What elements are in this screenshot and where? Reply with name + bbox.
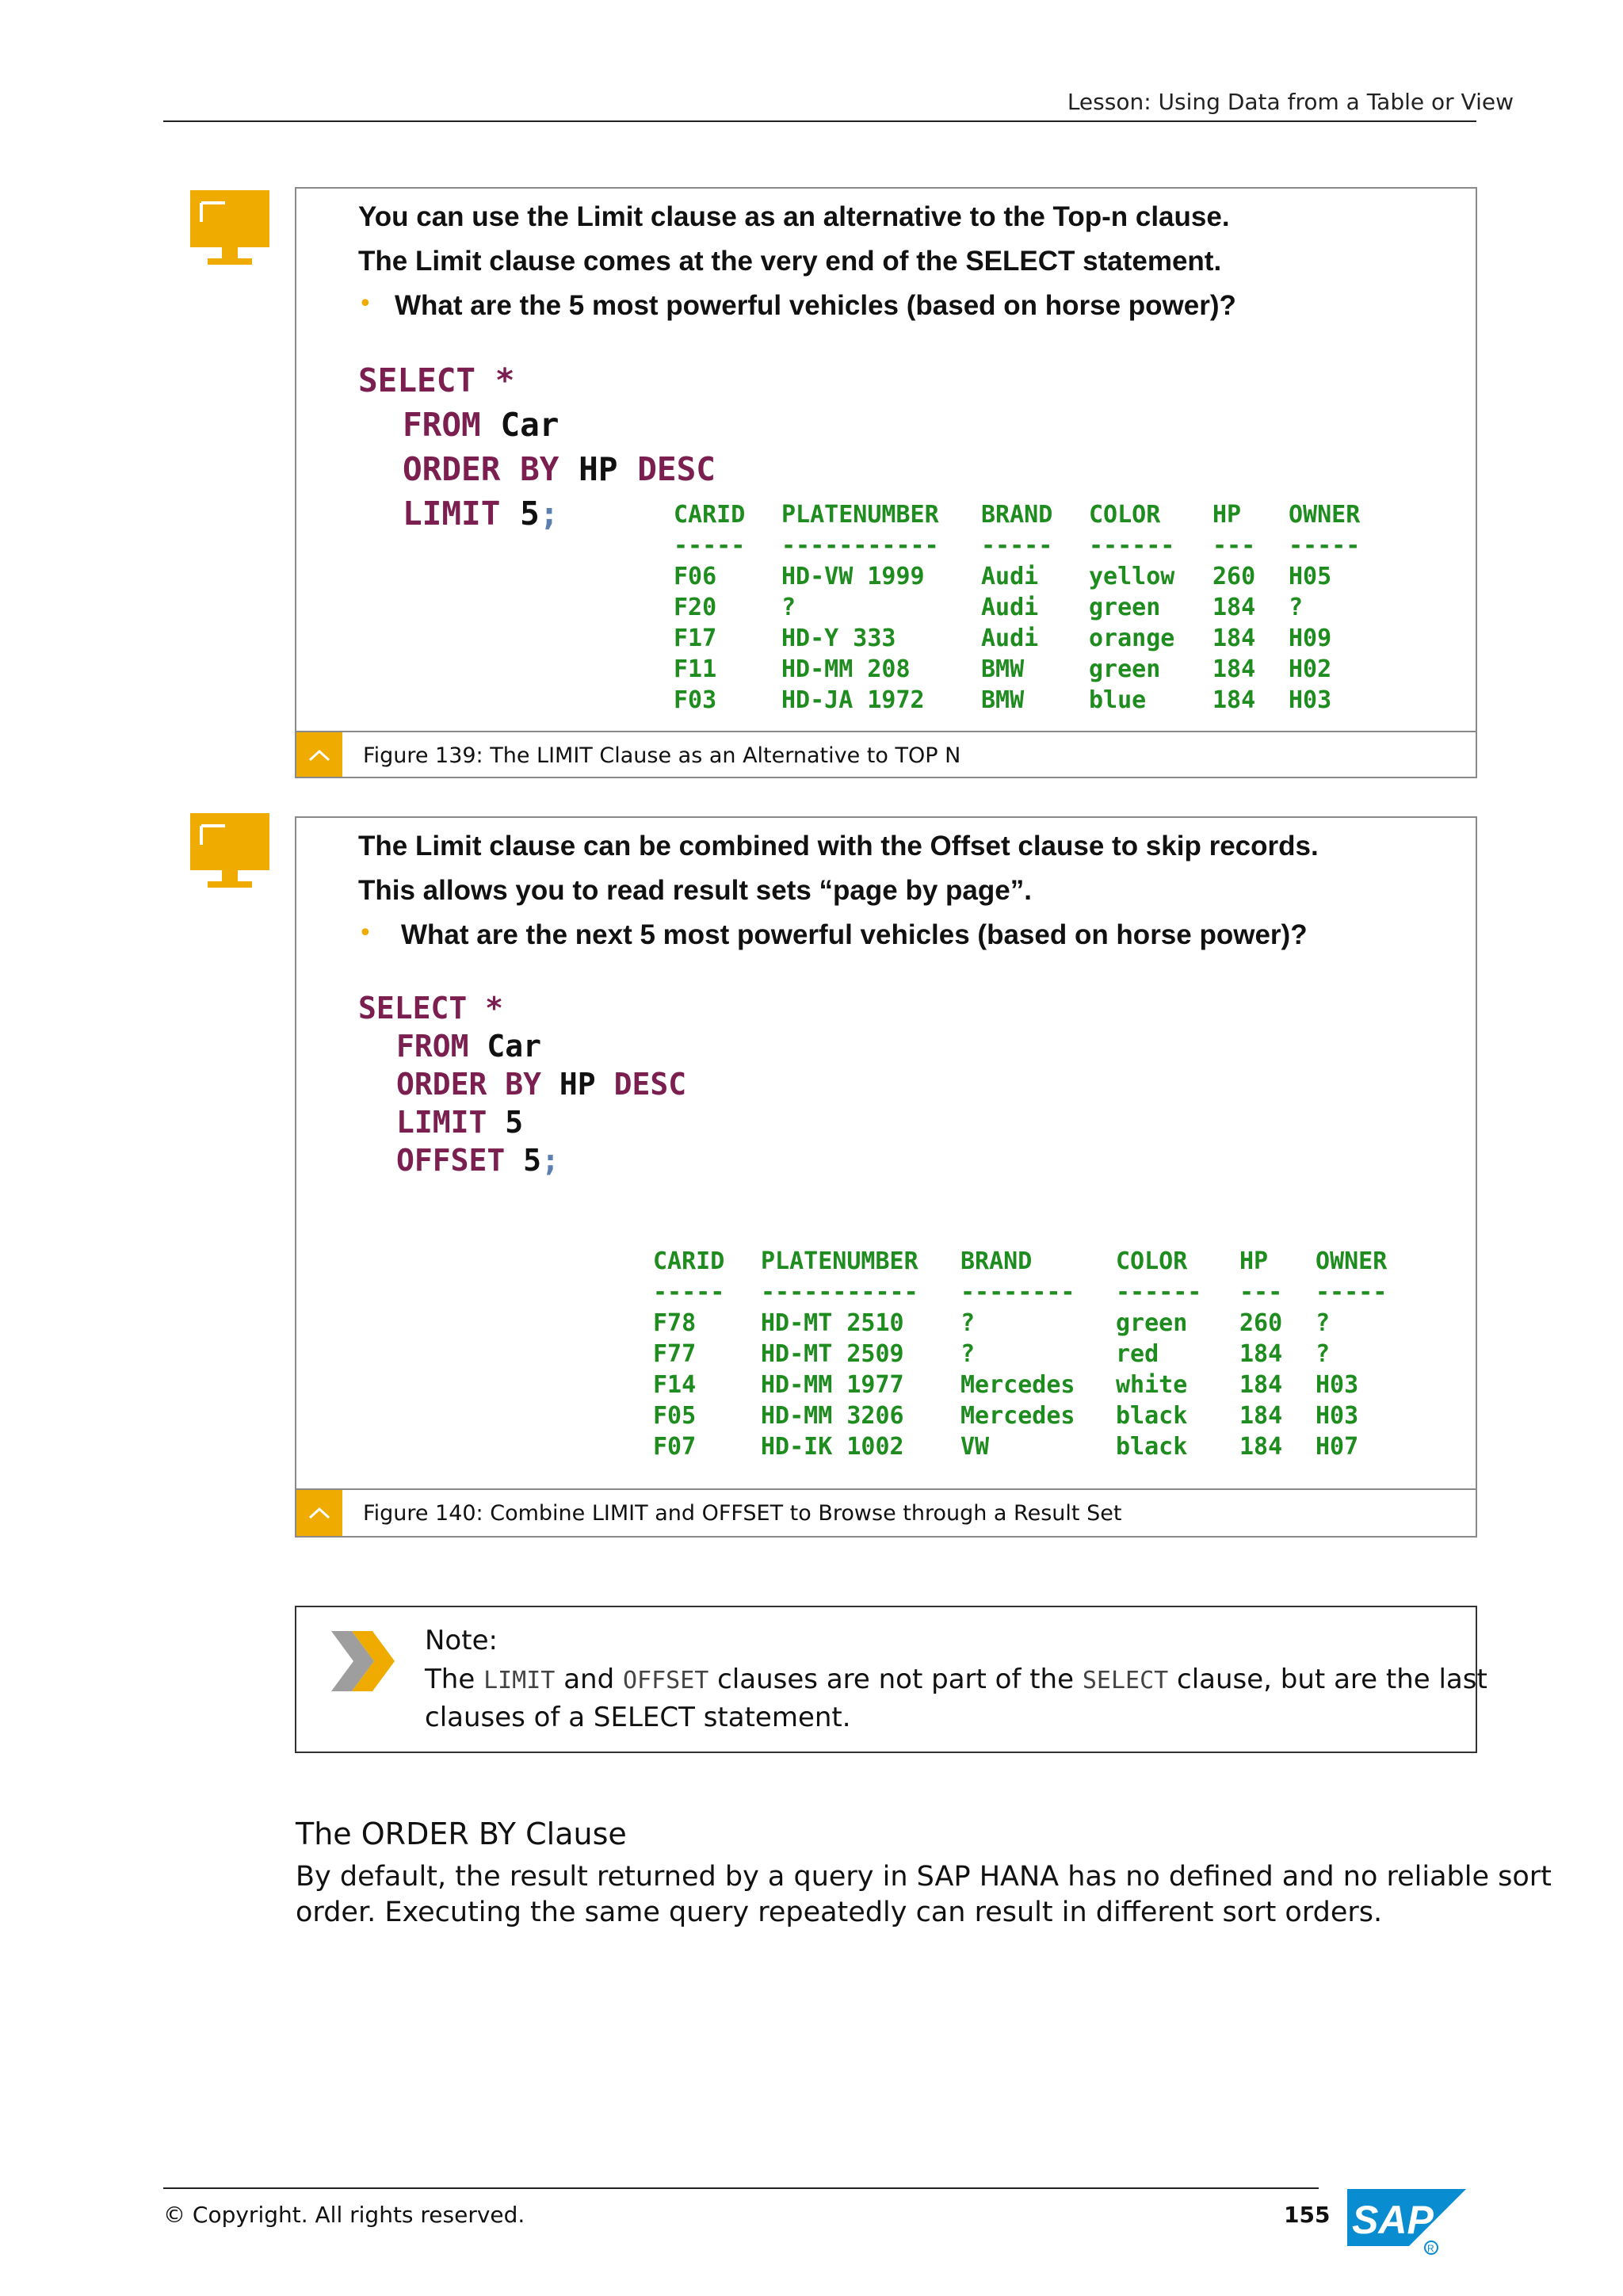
sql-star: * bbox=[495, 361, 515, 399]
note-title: Note: bbox=[425, 1625, 498, 1656]
table-cell: ? bbox=[1316, 1309, 1331, 1337]
table-cell: F03 bbox=[674, 686, 717, 714]
figure-140 bbox=[295, 816, 1477, 1538]
table-cell: 184 bbox=[1212, 594, 1256, 621]
table-cell: 184 bbox=[1212, 655, 1256, 683]
slide-intro-line-1: The Limit clause can be combined with the Offset clause to skip records. bbox=[358, 831, 1319, 861]
slide-intro-line-1: You can use the Limit clause as an alternative to the Top-n clause. bbox=[358, 201, 1230, 232]
collapse-caret-button[interactable] bbox=[296, 1490, 342, 1536]
table-cell: HD-JA 1972 bbox=[781, 686, 925, 714]
table-cell: 184 bbox=[1239, 1402, 1283, 1430]
caret-up-icon bbox=[307, 1504, 331, 1522]
table-cell: F78 bbox=[653, 1309, 697, 1337]
page-number: 155 bbox=[1284, 2202, 1331, 2228]
note-text: clause, but are the last bbox=[1177, 1664, 1487, 1695]
sql-column: HP bbox=[579, 450, 618, 488]
sql-line-select bbox=[358, 361, 514, 399]
table-cell: H03 bbox=[1316, 1371, 1359, 1399]
column-separator: ----------- bbox=[761, 1278, 918, 1306]
column-header: HP bbox=[1212, 501, 1242, 529]
slide-intro-line-2: The Limit clause comes at the very end of the SELECT statement. bbox=[358, 246, 1222, 277]
slide-question: What are the 5 most powerful vehicles (based on horse power)? bbox=[395, 290, 1236, 321]
column-header: PLATENUMBER bbox=[781, 501, 939, 529]
table-cell: F05 bbox=[653, 1402, 697, 1430]
copyright-text: © Copyright. All rights reserved. bbox=[163, 2202, 525, 2228]
bullet-icon: • bbox=[358, 290, 372, 318]
table-cell: 184 bbox=[1212, 625, 1256, 652]
table-cell: F77 bbox=[653, 1340, 697, 1368]
sql-keyword: DESC bbox=[613, 1067, 687, 1102]
table-cell: orange bbox=[1089, 625, 1175, 652]
table-cell: Audi bbox=[981, 563, 1039, 590]
table-cell: black bbox=[1116, 1402, 1188, 1430]
sql-keyword: DESC bbox=[637, 450, 716, 488]
code-select: SELECT bbox=[1082, 1667, 1169, 1694]
table-cell: blue bbox=[1089, 686, 1147, 714]
note-text: The bbox=[425, 1664, 475, 1695]
table-cell: ? bbox=[1316, 1340, 1331, 1368]
result-table bbox=[653, 1247, 1461, 1463]
sql-keyword: OFFSET bbox=[396, 1143, 506, 1178]
lesson-header: Lesson: Using Data from a Table or View bbox=[1067, 89, 1514, 115]
table-cell: HD-MM 208 bbox=[781, 655, 911, 683]
section-paragraph bbox=[296, 1859, 1595, 1931]
note-line-2: clauses of a SELECT statement. bbox=[425, 1702, 851, 1733]
table-cell: H03 bbox=[1316, 1402, 1359, 1430]
table-cell: ? bbox=[960, 1340, 976, 1368]
table-cell: ? bbox=[1289, 594, 1304, 621]
sql-keyword: LIMIT bbox=[403, 495, 501, 533]
table-cell: H05 bbox=[1289, 563, 1332, 590]
column-header: BRAND bbox=[981, 501, 1053, 529]
monitor-icon bbox=[190, 813, 269, 892]
column-separator: ----- bbox=[1316, 1278, 1388, 1306]
column-separator: --- bbox=[1212, 532, 1256, 560]
sql-keyword: SELECT bbox=[358, 361, 476, 399]
paragraph-line: order. Executing the same query repeatedly can result in different sort orders. bbox=[296, 1897, 1383, 1928]
table-cell: F06 bbox=[674, 563, 717, 590]
table-cell: HD-Y 333 bbox=[781, 625, 896, 652]
header-rule bbox=[163, 120, 1476, 122]
table-cell: HD-IK 1002 bbox=[761, 1433, 904, 1461]
sql-keyword: SELECT bbox=[358, 991, 468, 1026]
table-cell: Mercedes bbox=[960, 1402, 1075, 1430]
table-cell: HD-MT 2510 bbox=[761, 1309, 904, 1337]
sql-keyword: FROM bbox=[403, 406, 481, 444]
column-separator: ----------- bbox=[781, 532, 939, 560]
sql-line-select bbox=[358, 991, 503, 1026]
table-cell: HD-MM 1977 bbox=[761, 1371, 904, 1399]
monitor-icon bbox=[190, 190, 269, 269]
table-cell: white bbox=[1116, 1371, 1188, 1399]
svg-text:R: R bbox=[1427, 2243, 1434, 2254]
sql-line-limit bbox=[396, 1105, 523, 1140]
column-header: OWNER bbox=[1316, 1247, 1388, 1275]
collapse-caret-button[interactable] bbox=[296, 732, 342, 777]
sql-table: Car bbox=[487, 1029, 542, 1064]
table-cell: HD-MM 3206 bbox=[761, 1402, 904, 1430]
caret-up-icon bbox=[307, 747, 331, 764]
table-cell: Mercedes bbox=[960, 1371, 1075, 1399]
note-box bbox=[295, 1606, 1487, 1753]
sql-table: Car bbox=[500, 406, 559, 444]
table-cell: H03 bbox=[1289, 686, 1332, 714]
column-header: HP bbox=[1239, 1247, 1269, 1275]
table-cell: yellow bbox=[1089, 563, 1175, 590]
table-cell: HD-MT 2509 bbox=[761, 1340, 904, 1368]
table-cell: red bbox=[1116, 1340, 1159, 1368]
code-offset: OFFSET bbox=[622, 1667, 709, 1694]
sql-line-limit bbox=[403, 495, 559, 533]
sql-value: 5 bbox=[523, 1143, 542, 1178]
table-cell: F07 bbox=[653, 1433, 697, 1461]
caption-bar bbox=[296, 731, 1476, 777]
sql-line-from bbox=[396, 1029, 541, 1064]
table-cell: F20 bbox=[674, 594, 717, 621]
column-separator: ----- bbox=[674, 532, 746, 560]
table-cell: H07 bbox=[1316, 1433, 1359, 1461]
code-limit: LIMIT bbox=[483, 1667, 556, 1694]
table-cell: F14 bbox=[653, 1371, 697, 1399]
column-separator: ------ bbox=[1116, 1278, 1202, 1306]
column-header: CARID bbox=[674, 501, 746, 529]
table-cell: VW bbox=[960, 1433, 990, 1461]
sql-keyword: LIMIT bbox=[396, 1105, 487, 1140]
sql-keyword: ORDER BY bbox=[403, 450, 559, 488]
logo-text: SAP bbox=[1352, 2198, 1434, 2242]
sql-star: * bbox=[485, 991, 504, 1026]
table-cell: BMW bbox=[981, 686, 1025, 714]
sql-line-from bbox=[403, 406, 559, 444]
table-cell: ? bbox=[960, 1309, 976, 1337]
sql-line-order-by bbox=[403, 450, 716, 488]
figure-139 bbox=[295, 187, 1477, 778]
column-header: CARID bbox=[653, 1247, 725, 1275]
table-cell: F17 bbox=[674, 625, 717, 652]
table-cell: green bbox=[1116, 1309, 1188, 1337]
slide-question: What are the next 5 most powerful vehicles (based on horse power)? bbox=[401, 919, 1308, 950]
column-header: PLATENUMBER bbox=[761, 1247, 918, 1275]
column-header: BRAND bbox=[960, 1247, 1033, 1275]
sap-logo bbox=[1347, 2189, 1474, 2259]
table-cell: 260 bbox=[1239, 1309, 1283, 1337]
table-cell: 184 bbox=[1239, 1371, 1283, 1399]
sql-value: 5 bbox=[505, 1105, 524, 1140]
table-cell: Audi bbox=[981, 594, 1039, 621]
slide-intro-line-2: This allows you to read result sets “page by page”. bbox=[358, 875, 1032, 906]
table-cell: black bbox=[1116, 1433, 1188, 1461]
result-table bbox=[674, 501, 1434, 716]
section-title: The ORDER BY Clause bbox=[296, 1817, 627, 1851]
sql-column: HP bbox=[559, 1067, 596, 1102]
column-header: COLOR bbox=[1116, 1247, 1188, 1275]
sql-keyword: ORDER BY bbox=[396, 1067, 542, 1102]
table-cell: 184 bbox=[1239, 1433, 1283, 1461]
paragraph-line: By default, the result returned by a query in SAP HANA has no defined and no reliable sort bbox=[296, 1861, 1552, 1893]
column-header: COLOR bbox=[1089, 501, 1161, 529]
table-cell: 184 bbox=[1212, 686, 1256, 714]
table-cell: Audi bbox=[981, 625, 1039, 652]
column-separator: ----- bbox=[653, 1278, 725, 1306]
table-cell: ? bbox=[781, 594, 796, 621]
sql-value: 5 bbox=[520, 495, 540, 533]
note-text: and bbox=[563, 1664, 615, 1695]
sql-semicolon: ; bbox=[539, 495, 559, 533]
table-cell: HD-VW 1999 bbox=[781, 563, 925, 590]
sql-semicolon: ; bbox=[541, 1143, 559, 1178]
table-cell: F11 bbox=[674, 655, 717, 683]
sql-line-offset bbox=[396, 1143, 559, 1178]
footer-rule bbox=[163, 2187, 1319, 2189]
sql-line-order-by bbox=[396, 1067, 686, 1102]
note-line-1 bbox=[425, 1661, 1487, 1699]
table-cell: H09 bbox=[1289, 625, 1332, 652]
table-cell: green bbox=[1089, 594, 1161, 621]
column-separator: ----- bbox=[981, 532, 1053, 560]
sql-keyword: FROM bbox=[396, 1029, 469, 1064]
figure-caption: Figure 139: The LIMIT Clause as an Alternative to TOP N bbox=[363, 743, 961, 768]
note-text: clauses are not part of the bbox=[717, 1664, 1075, 1695]
table-cell: green bbox=[1089, 655, 1161, 683]
column-separator: ------ bbox=[1089, 532, 1175, 560]
bullet-icon: • bbox=[358, 919, 372, 947]
column-header: OWNER bbox=[1289, 501, 1361, 529]
table-cell: 260 bbox=[1212, 563, 1256, 590]
figure-caption: Figure 140: Combine LIMIT and OFFSET to Browse through a Result Set bbox=[363, 1501, 1122, 1526]
table-cell: BMW bbox=[981, 655, 1025, 683]
column-separator: ----- bbox=[1289, 532, 1361, 560]
table-cell: H02 bbox=[1289, 655, 1332, 683]
caption-bar bbox=[296, 1488, 1476, 1536]
column-separator: -------- bbox=[960, 1278, 1075, 1306]
table-cell: 184 bbox=[1239, 1340, 1283, 1368]
chevron-right-icon bbox=[328, 1628, 399, 1698]
column-separator: --- bbox=[1239, 1278, 1283, 1306]
